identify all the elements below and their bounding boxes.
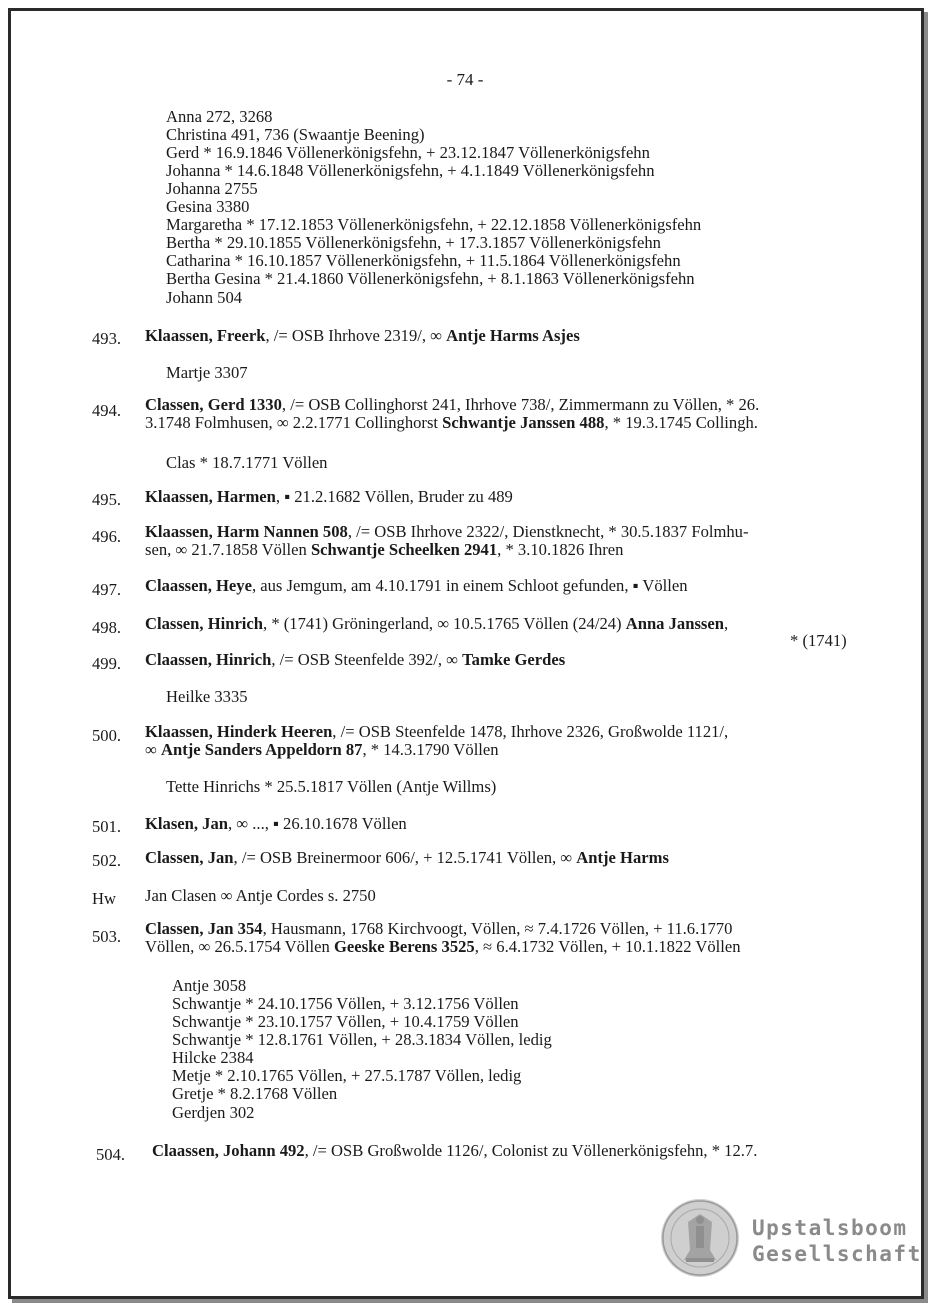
- list-item: Gretje * 8.2.1768 Völlen: [172, 1084, 338, 1103]
- entry-text: 3.1748 Folmhusen, ∞ 2.2.1771 Collinghorst: [145, 413, 443, 432]
- entry-text: , ≈ 6.4.1732 Völlen, + 10.1.1822 Völlen: [474, 937, 741, 956]
- entry-498: [145, 615, 728, 633]
- entry-503-line2: [145, 938, 741, 956]
- entry-496: [145, 523, 749, 541]
- entry-name: Claassen, Heye: [145, 576, 252, 595]
- list-item: Johanna * 14.6.1848 Völlenerkönigsfehn, + 4.1.1849 Völlenerkönigsfehn: [166, 161, 655, 180]
- entry-number: 500.: [92, 726, 122, 745]
- entry-spouse: Antje Sanders Appeldorn 87: [160, 740, 363, 759]
- list-item: Gerdjen 302: [172, 1103, 255, 1122]
- entry-504: [152, 1142, 757, 1160]
- entry-text: , * 3.10.1826 Ihren: [497, 540, 624, 559]
- list-item: Catharina * 16.10.1857 Völlenerkönigsfehn, + 11.5.1864 Völlenerkönigsfehn: [166, 251, 681, 270]
- entry-500: [145, 723, 728, 741]
- entry-text: , ▪ 21.2.1682 Völlen, Bruder zu 489: [275, 487, 513, 506]
- entry-text: , aus Jemgum, am 4.10.1791 in einem Schloot gefunden, ▪ Völlen: [251, 576, 688, 595]
- entry-name: Klaassen, Hinderk Heeren: [145, 722, 333, 741]
- entry-503: [145, 920, 732, 938]
- list-item: Schwantje * 12.8.1761 Völlen, + 28.3.1834 Völlen, ledig: [172, 1030, 552, 1049]
- entry-name: Classen, Jan 354: [145, 919, 263, 938]
- entry-spouse: Schwantje Janssen 488: [442, 413, 605, 432]
- entry-494: [145, 396, 759, 414]
- entry-number: 502.: [92, 851, 122, 870]
- list-item: Bertha * 29.10.1855 Völlenerkönigsfehn, + 17.3.1857 Völlenerkönigsfehn: [166, 233, 661, 252]
- entry-text: , /= OSB Collinghorst 241, Ihrhove 738/, Zimmermann zu Völlen, * 26.: [281, 395, 760, 414]
- list-item: Gesina 3380: [166, 197, 250, 216]
- entry-hw: Jan Clasen ∞ Antje Cordes s. 2750: [145, 886, 376, 905]
- entry-child: Martje 3307: [166, 363, 248, 382]
- entry-text: , /= OSB Ihrhove 2322/, Dienstknecht, * 30.5.1837 Folmhu-: [347, 522, 749, 541]
- brand-line-1: Upstalsboom: [752, 1216, 908, 1240]
- entry-spouse: Geeske Berens 3525: [333, 937, 475, 956]
- entry-spouse: Antje Harms Asjes: [446, 326, 580, 345]
- entry-number: 504.: [96, 1145, 126, 1164]
- entry-501: [145, 815, 407, 833]
- entry-500-line2: [145, 741, 499, 759]
- entry-text: , /= OSB Breinermoor 606/, + 12.5.1741 Völlen, ∞: [233, 848, 577, 867]
- page-number: - 74 -: [446, 70, 484, 89]
- entry-499: [145, 651, 565, 669]
- seal-logo-icon: [660, 1198, 740, 1278]
- list-item: Antje 3058: [172, 976, 247, 995]
- entry-text: ,: [723, 614, 729, 633]
- entry-text: , /= OSB Steenfelde 392/, ∞: [271, 650, 463, 669]
- entry-text: , /= OSB Ihrhove 2319/, ∞: [265, 326, 447, 345]
- entry-number: 501.: [92, 817, 122, 836]
- list-item: Anna 272, 3268: [166, 107, 273, 126]
- entry-text: , Hausmann, 1768 Kirchvoogt, Völlen, ≈ 7.4.1726 Völlen, + 11.6.1770: [262, 919, 733, 938]
- entry-number: Hw: [92, 889, 116, 908]
- entry-child: Tette Hinrichs * 25.5.1817 Völlen (Antje Willms): [166, 777, 497, 796]
- entry-497: [145, 577, 688, 595]
- entry-name: Classen, Gerd 1330: [145, 395, 282, 414]
- list-item: Christina 491, 736 (Swaantje Beening): [166, 125, 425, 144]
- entry-496-line2: [145, 541, 623, 559]
- entry-number: 496.: [92, 527, 122, 546]
- list-item: Johann 504: [166, 288, 243, 307]
- entry-text: , /= OSB Steenfelde 1478, Ihrhove 2326, Großwolde 1121/,: [332, 722, 729, 741]
- entry-name: Classen, Jan: [145, 848, 234, 867]
- list-item: Bertha Gesina * 21.4.1860 Völlenerkönigsfehn, + 8.1.1863 Völlenerkönigsfehn: [166, 269, 695, 288]
- entry-number: 493.: [92, 329, 122, 348]
- entry-text: , * 19.3.1745 Collingh.: [604, 413, 758, 432]
- list-item: Johanna 2755: [166, 179, 258, 198]
- entry-text: sen, ∞ 21.7.1858 Völlen: [145, 540, 311, 559]
- entry-name: Claassen, Hinrich: [145, 650, 272, 669]
- entry-498-line2: * (1741): [790, 631, 847, 650]
- entry-child: Clas * 18.7.1771 Völlen: [166, 453, 328, 472]
- list-item: Hilcke 2384: [172, 1048, 254, 1067]
- entry-493: [145, 327, 580, 345]
- entry-text: , * 14.3.1790 Völlen: [362, 740, 499, 759]
- list-item: Margaretha * 17.12.1853 Völlenerkönigsfehn, + 22.12.1858 Völlenerkönigsfehn: [166, 215, 702, 234]
- entry-number: 495.: [92, 490, 122, 509]
- entry-number: 497.: [92, 580, 122, 599]
- entry-spouse: Tamke Gerdes: [462, 650, 566, 669]
- entry-name: Classen, Hinrich: [145, 614, 264, 633]
- entry-child: Heilke 3335: [166, 687, 248, 706]
- entry-number: 494.: [92, 401, 122, 420]
- entry-name: Klasen, Jan: [145, 814, 228, 833]
- entry-spouse: Antje Harms: [576, 848, 669, 867]
- entry-text: ∞: [145, 740, 161, 759]
- list-item: Schwantje * 23.10.1757 Völlen, + 10.4.1759 Völlen: [172, 1012, 519, 1031]
- brand-line-2: Gesellschaft: [752, 1242, 922, 1266]
- entry-number: 503.: [92, 927, 122, 946]
- entry-495: [145, 488, 513, 506]
- entry-494-line2: [145, 414, 758, 432]
- entry-number: 499.: [92, 654, 122, 673]
- entry-number: 498.: [92, 618, 122, 637]
- entry-502: [145, 849, 669, 867]
- list-item: Schwantje * 24.10.1756 Völlen, + 3.12.1756 Völlen: [172, 994, 519, 1013]
- entry-spouse: Anna Janssen: [625, 614, 724, 633]
- entry-name: Klaassen, Freerk: [145, 326, 266, 345]
- entry-text: Völlen, ∞ 26.5.1754 Völlen: [145, 937, 334, 956]
- entry-name: Klaassen, Harmen: [145, 487, 276, 506]
- list-item: Gerd * 16.9.1846 Völlenerkönigsfehn, + 23.12.1847 Völlenerkönigsfehn: [166, 143, 650, 162]
- entry-spouse: Schwantje Scheelken 2941: [310, 540, 498, 559]
- entry-name: Klaassen, Harm Nannen 508: [145, 522, 348, 541]
- entry-name: Claassen, Johann 492: [152, 1141, 305, 1160]
- list-item: Metje * 2.10.1765 Völlen, + 27.5.1787 Völlen, ledig: [172, 1066, 522, 1085]
- entry-text: , ∞ ..., ▪ 26.10.1678 Völlen: [228, 814, 407, 833]
- entry-text: , * (1741) Gröningerland, ∞ 10.5.1765 Völlen (24/24): [263, 614, 626, 633]
- entry-text: , /= OSB Großwolde 1126/, Colonist zu Völlenerkönigsfehn, * 12.7.: [304, 1141, 758, 1160]
